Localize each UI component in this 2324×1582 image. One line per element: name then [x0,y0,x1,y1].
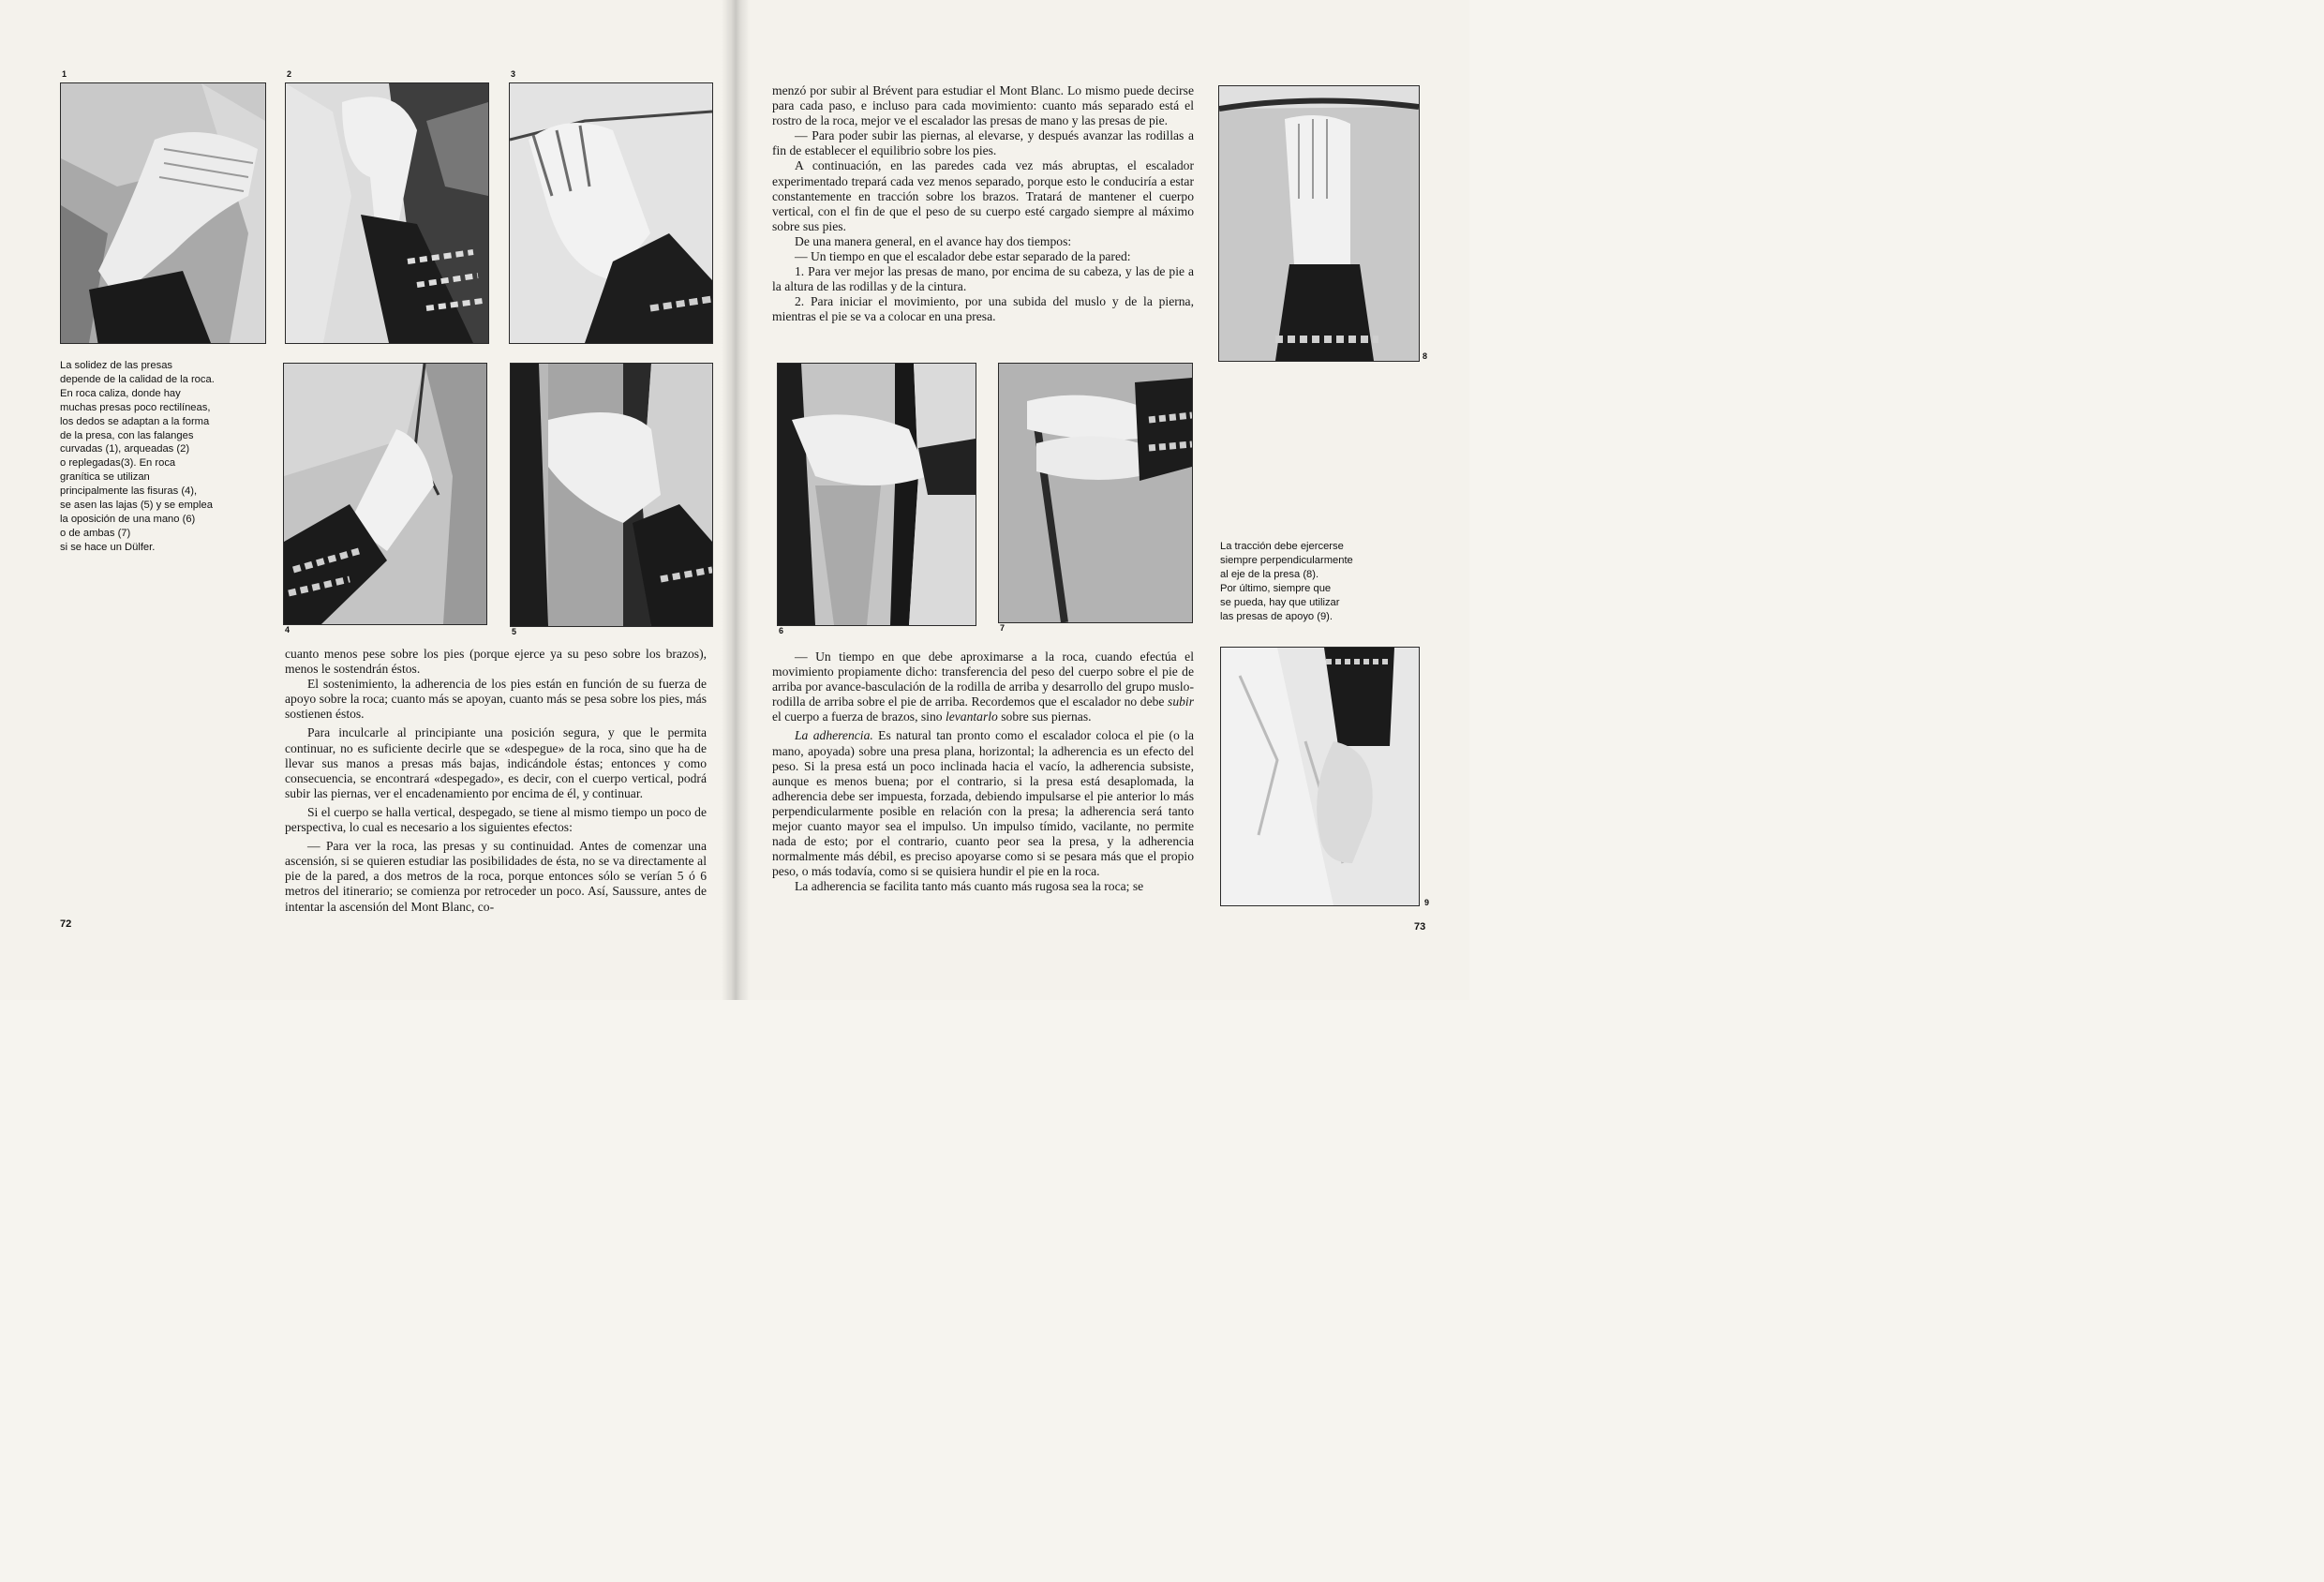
paragraph: La adherencia se facilita tanto más cuanto más rugosa sea la roca; se [795,879,1144,894]
caption-line: se pueda, hay que utilizar [1220,596,1340,608]
caption-line: siempre perpendicularmente [1220,554,1353,566]
emphasis: levantarlo [945,709,998,724]
paragraph: — Para poder subir las piernas, al elevarse, y después avanzar las rodillas a fin de establecer el equilibrio sobre los pies. [772,128,1194,158]
figure-5-number: 5 [512,627,517,636]
paragraph: — Un tiempo en que el escalador debe estar separado de la pared: [795,249,1131,264]
caption-line: La tracción debe ejercerse [1220,541,1344,552]
left-page [0,0,735,1000]
paragraph [772,649,1194,724]
caption-line: depende de la calidad de la roca. [60,373,215,385]
paragraph: 1. Para ver mejor las presas de mano, por encima de su cabeza, y las de pie a la altura de las rodillas y de la cintura. [772,264,1194,294]
caption-line: de la presa, con las falanges [60,429,194,441]
caption-line: la oposición de una mano (6) [60,513,196,525]
caption-line: Por último, siempre que [1220,582,1332,594]
figure-6-number: 6 [779,626,784,635]
paragraph: El sostenimiento, la adherencia de los pies están en función de su fuerza de apoyo sobre la roca; cuanto más se apoyan, cuanto más se pesa sobre los pies, más sostienen éstos. [285,677,707,722]
caption-line: se asen las lajas (5) y se emplea [60,500,213,512]
emphasis: La adherencia. [795,728,873,743]
caption-line: o replegadas(3). En roca [60,457,176,470]
figure-8-number: 8 [1423,351,1428,361]
text-run: Es natural tan pronto como el escalador coloca el pie (o la mano, apoyada) sobre una presa plana, horizontal; la adherencia es un efecto del peso. Si la presa está un poco inclinada hacia el vacío, la adherencia subsiste, aunque es menos buena; por el contrario, si la presa está desaplomada, la adherencia debe ser impuesta, forzada, debiendo impulsarse el pie anterior lo más perpendicularmente posible en relación con la presa; la adherencia será tanto mejor cuanto mayor sea el impulso. Un impulso tímido, vacilante, no permite nada de esto; por el contrario, cuanto peor sea la presa, y la adherencia normalmente más débil, es preciso apoyarse como si se pesara más que el propio peso, o más todavía, como si se quisiera hundir el pie en la roca. [772,728,1194,879]
figure-6-photo [777,363,976,626]
right-page [735,0,1469,1000]
caption-line: En roca caliza, donde hay [60,387,181,399]
figure-2-photo [285,82,489,344]
paragraph: A continuación, en las paredes cada vez más abruptas, el escalador experimentado trepará cada vez menos separado, porque esto le conduciría a estar constantemente en tracción sobre los brazos. Tratará de mantener el cuerpo vertical, con el fin de que el peso de su cuerpo esté cargado siempre al máximo sobre sus pies. [772,158,1194,233]
figure-3-number: 3 [511,69,516,79]
text-run: el cuerpo a fuerza de brazos, sino [772,709,943,724]
figure-1-photo [60,82,266,344]
caption-line: principalmente las fisuras (4), [60,485,198,498]
figure-5-photo [510,363,713,627]
paragraph: — Para ver la roca, las presas y su continuidad. Antes de comenzar una ascensión, si se quieren estudiar las posibilidades de ésta, no se va directamente al pie de la pared, a dos metros de la roca, porque entonces sólo se verían 5 ó 6 metros del itinerario; se comienza por retroceder un poco. Así, Saussure, antes de intentar la ascensión del Mont Blanc, co- [285,839,707,914]
caption-line: o de ambas (7) [60,527,131,539]
paragraph: De una manera general, en el avance hay dos tiempos: [795,233,1072,248]
caption-line: curvadas (1), arqueadas (2) [60,443,190,455]
figure-4-number: 4 [285,625,290,634]
figure-2-number: 2 [287,69,292,79]
paragraph [772,728,1194,879]
figure-7-photo [998,363,1193,623]
caption-line: muchas presas poco rectilíneas, [60,401,211,413]
paragraph: menzó por subir al Brévent para estudiar el Mont Blanc. Lo mismo puede decirse para cada paso, e incluso para cada movimiento: cuanto más separado está el rostro de la roca, mejor ve el escalador las presas de mano y las presas de pie. [772,83,1194,128]
caption-line: si se hace un Dülfer. [60,541,156,553]
figure-7-number: 7 [1000,623,1006,633]
caption-line: granítica se utilizan [60,471,150,484]
page-number-right: 73 [1414,921,1426,933]
right-top-body-text [772,83,1194,325]
text-run: sobre sus piernas. [1001,709,1092,724]
left-caption [60,359,215,555]
caption-line: los dedos se adaptan a la forma [60,415,210,427]
paragraph: Para inculcarle al principiante una posición segura, y que le permita continuar, no es suficiente decirle que se «despegue» de la roca, sino que ha de llevar sus manos a presas más bajas, indicándole éstas; entonces y como consecuencia, se encontrará «despegado», es decir, con el cuerpo vertical, podrá subir las piernas, ver el encadenamiento por encima de él, y continuar. [285,725,707,800]
page-number-left: 72 [60,918,72,930]
figure-1-number: 1 [62,69,67,79]
book-gutter [722,0,750,1000]
caption-line: las presas de apoyo (9). [1220,610,1333,622]
caption-line: La solidez de las presas [60,360,173,371]
figure-9-photo [1220,647,1420,906]
figure-3-photo [509,82,713,344]
right-bottom-body-text [772,649,1194,895]
figure-9-number: 9 [1424,898,1430,907]
paragraph: 2. Para iniciar el movimiento, por una subida del muslo y de la pierna, mientras el pie se va a colocar en una presa. [772,294,1194,324]
figure-8-photo [1218,85,1420,362]
paragraph: Si el cuerpo se halla vertical, despegado, se tiene al mismo tiempo un poco de perspectiva, lo cual es necesario a los siguientes efectos: [285,804,707,835]
caption-line: al eje de la presa (8). [1220,568,1319,580]
left-body-text [285,647,707,915]
right-caption [1220,540,1353,623]
paragraph: cuanto menos pese sobre los pies (porque ejerce ya su peso sobre los brazos), menos le sostendrán éstos. [285,647,707,677]
figure-4-photo [283,363,487,625]
emphasis: subir [1168,694,1194,709]
text-run: — Un tiempo en que debe aproximarse a la roca, cuando efectúa el movimiento propiamente dicho: transferencia del peso del cuerpo sobre el pie de arriba por avance-basculación de la rodilla de arriba y desarrollo del grupo muslo-rodilla de arriba sobre el pie de arriba. Recordemos que el escalador no debe [772,649,1194,709]
